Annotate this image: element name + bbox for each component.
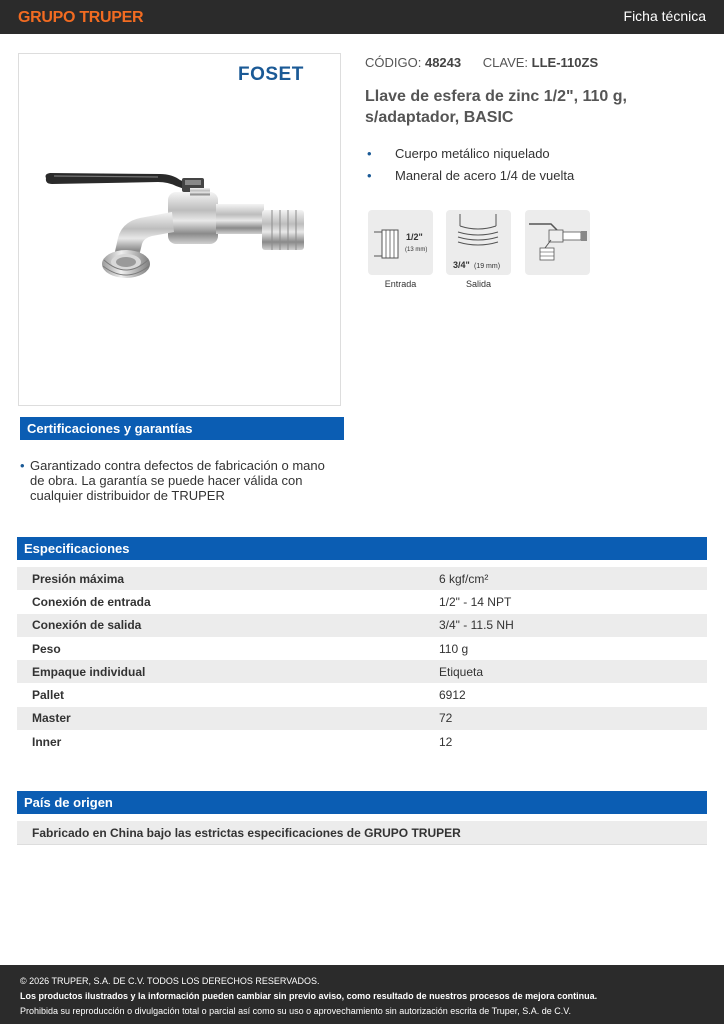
table-row [17, 590, 707, 613]
disclaimer-text: Los productos ilustrados y la información pueden cambiar sin previo aviso, como resultado de nuestros procesos de mejora continua. [20, 991, 598, 1001]
table-row [17, 637, 707, 660]
specifications-header: Especificaciones [17, 537, 707, 560]
bullet-icon: • [367, 168, 372, 183]
product-key: LLE-110ZS [531, 55, 599, 70]
product-codes [365, 55, 598, 70]
table-row [17, 660, 707, 683]
key-label: CLAVE: [482, 55, 529, 70]
spec-value: 3/4" - 11.5 NH [439, 614, 707, 637]
top-bar [0, 0, 724, 34]
outlet-size-mm: (19 mm) [474, 263, 501, 270]
spec-value: 6 kgf/cm² [439, 567, 707, 590]
outlet-thread-diagram-icon[interactable] [446, 210, 511, 275]
origin-header: País de origen [17, 791, 707, 814]
spec-label: Conexión de entrada [32, 594, 151, 609]
spec-label: Conexión de salida [17, 614, 439, 637]
specifications-table [17, 567, 707, 753]
bullet-icon: • [367, 146, 372, 161]
thumbnail-label-salida: Salida [465, 279, 492, 289]
feature-list [365, 145, 574, 189]
spec-label: Master [17, 707, 439, 730]
outlet-size: 3/4" [453, 260, 470, 270]
spec-value: 72 [439, 707, 707, 730]
table-row [17, 614, 707, 637]
spec-value: Etiqueta [439, 660, 707, 683]
table-row [17, 683, 707, 706]
table-row [17, 730, 707, 753]
thumbnail-label-entrada: Entrada [384, 279, 417, 289]
bullet-icon: • [20, 458, 25, 473]
product-title: Llave de esfera de zinc 1/2", 110 g, s/adaptador, BASIC [365, 88, 627, 126]
origin-text: Fabricado en China bajo las estrictas especificaciones de GRUPO TRUPER [17, 821, 707, 845]
legal-text: Prohibida su reproducción o divulgación total o parcial así como su uso o aprovechamiento sin autorización escrita de Truper, S.A. de C.V. [20, 1006, 571, 1016]
feature-item: • Cuerpo metálico niquelado [367, 146, 550, 161]
inlet-thread-diagram-icon[interactable] [368, 210, 433, 275]
warranty-item [20, 458, 340, 503]
spec-label: Peso [32, 641, 61, 656]
grupo-truper-logo[interactable]: GRUPO TRUPER [18, 9, 144, 26]
feature-item: • Maneral de acero 1/4 de vuelta [367, 168, 575, 183]
inlet-size-mm: (13 mm) [405, 247, 428, 253]
foset-brand-logo: FOSET [238, 64, 304, 85]
spec-label: Presión máxima [17, 567, 439, 590]
warranty-text: Garantizado contra defectos de fabricación o mano de obra. La garantía se puede hacer válida con cualquier distribuidor de TRUPER [30, 458, 325, 503]
valve-installed-diagram-icon[interactable] [525, 210, 590, 275]
spec-label: Inner [32, 734, 62, 749]
spec-label: Empaque individual [17, 660, 439, 683]
inlet-size: 1/2" [406, 232, 423, 242]
certifications-header: Certificaciones y garantías [20, 417, 344, 440]
copyright-text: © 2026 TRUPER, S.A. DE C.V. TODOS LOS DERECHOS RESERVADOS. [20, 976, 320, 986]
spec-label: Pallet [32, 688, 65, 703]
table-row [17, 707, 707, 730]
spec-value: 1/2" - 14 NPT [439, 594, 512, 609]
table-row [17, 567, 707, 590]
footer [0, 965, 724, 1024]
sheet-type-label: Ficha técnica [623, 8, 706, 24]
spec-value: 6912 [439, 688, 466, 703]
ball-valve-photo [40, 160, 310, 285]
spec-value: 110 g [439, 641, 469, 656]
spec-value: 12 [439, 734, 453, 749]
code-label: CÓDIGO: [365, 55, 422, 70]
product-code: 48243 [424, 55, 462, 70]
